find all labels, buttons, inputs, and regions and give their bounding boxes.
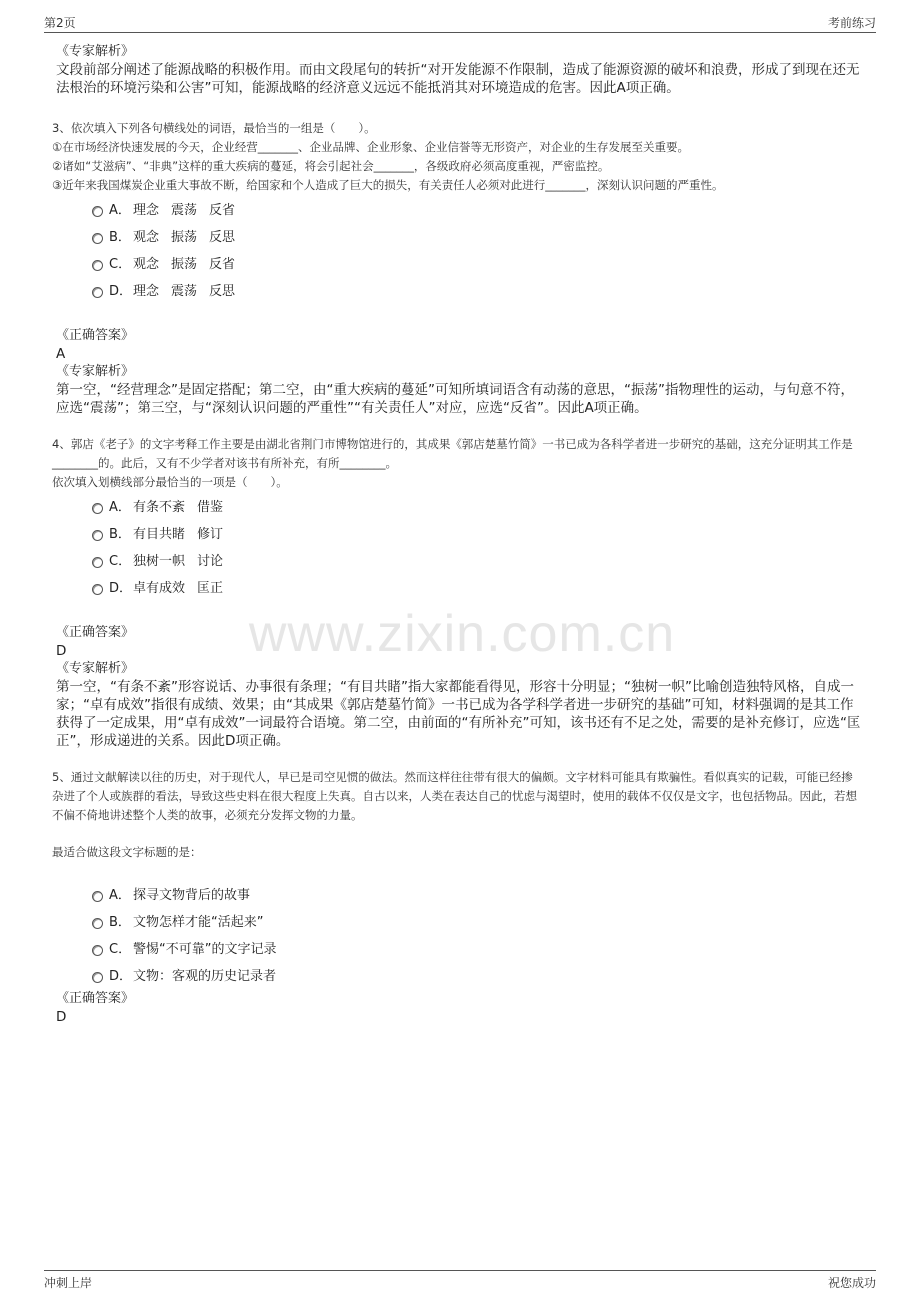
footer-right-text: 祝您成功 bbox=[827, 1276, 876, 1290]
answer-label: 《正确答案》 bbox=[56, 991, 135, 1006]
options-list bbox=[92, 494, 864, 602]
option-c[interactable]: C． 独树一帜 讨论 bbox=[92, 548, 864, 575]
radio-button-icon[interactable] bbox=[92, 233, 103, 244]
option-d[interactable]: D．卓有成效 匡正 bbox=[92, 575, 864, 602]
question-stem: 3、依次填入下列各句横线处的词语，最恰当的一组是（ ）。 bbox=[52, 121, 376, 135]
option-a[interactable]: A． 探寻文物背后的故事 bbox=[92, 882, 864, 909]
option-a[interactable]: A． 有条不紊 借鉴 bbox=[92, 494, 864, 521]
question-stem: 5、通过文献解读以往的历史，对于现代人，早已是司空见惯的做法。然而这样往往带有很大的偏颇。文字材料可能具有欺骗性。看似真实的记载，可能已经掺杂进了个人或族群的看法，导致这些史料在很大程度上失真。自古以来，人类在表达自己的忧虑与渴望时，使用的载体不仅仅是文字，也包括物品。因此，若想不偏不倚地讲述整个人类的故事，必须充分发挥文物的力量。 bbox=[52, 770, 857, 822]
radio-button-icon[interactable] bbox=[92, 287, 103, 298]
analysis-text: 第一空，“经营理念”是固定搭配；第二空，由“重大疾病的蔓延”可知所填词语含有动荡的意思，“振荡”指物理性的运动，与句意不符，应选“震荡”；第三空，与“深刻认识问题的严重性”“有关责任人”对应，应选“反省”。因此A项正确。 bbox=[56, 382, 854, 416]
radio-button-icon[interactable] bbox=[92, 503, 103, 514]
option-d[interactable]: D．理念 震荡 反思 bbox=[92, 278, 864, 305]
question-stem: 4、郭店《老子》的文字考释工作主要是由湖北省荆门市博物馆进行的，其成果《郭店楚墓竹简》一书已成为各科学者进一步研究的基础，这充分证明其工作是________的。此后，又有不少学者对该书有所补充，有所________。 bbox=[52, 437, 853, 470]
question-line: ①在市场经济快速发展的今天，企业经营_______、企业品牌、企业形象、企业信誉等无形资产，对企业的生存发展至关重要。 bbox=[52, 140, 690, 154]
question-prompt: 最适合做这段文字标题的是： bbox=[52, 845, 202, 859]
question-line: ③近年来我国煤炭企业重大事故不断，给国家和个人造成了巨大的损失，有关责任人必须对此进行_______，深刻认识问题的严重性。 bbox=[52, 178, 724, 192]
question-2 bbox=[52, 43, 864, 97]
page-footer bbox=[44, 1270, 876, 1295]
question-3 bbox=[52, 119, 864, 417]
analysis-label: 《专家解析》 bbox=[56, 364, 135, 379]
question-4 bbox=[52, 435, 864, 750]
page-content bbox=[52, 43, 864, 1026]
analysis-text: 文段前部分阐述了能源战略的积极作用。而由文段尾句的转折“对开发能源不作限制，造成了能源资源的破坏和浪费，形成了到现在还无法根治的环境污染和公害”可知，能源战略的经济意义远远不能抵消其对环境造成的危害。因此A项正确。 bbox=[56, 62, 860, 96]
radio-button-icon[interactable] bbox=[92, 584, 103, 595]
answer-label: 《正确答案》 bbox=[56, 328, 135, 343]
radio-button-icon[interactable] bbox=[92, 972, 103, 983]
answer-value: A bbox=[56, 346, 66, 362]
radio-button-icon[interactable] bbox=[92, 918, 103, 929]
footer-left-text: 冲刺上岸 bbox=[44, 1276, 93, 1290]
option-b[interactable]: B． 文物怎样才能“活起来” bbox=[92, 909, 864, 936]
radio-button-icon[interactable] bbox=[92, 530, 103, 541]
option-c[interactable]: C． 警惕“不可靠”的文字记录 bbox=[92, 936, 864, 963]
radio-button-icon[interactable] bbox=[92, 206, 103, 217]
option-c[interactable]: C． 观念 振荡 反省 bbox=[92, 251, 864, 278]
radio-button-icon[interactable] bbox=[92, 557, 103, 568]
analysis-label: 《专家解析》 bbox=[56, 44, 135, 59]
answer-value: D bbox=[56, 1009, 67, 1025]
header-title: 考前练习 bbox=[827, 16, 876, 30]
option-b[interactable]: B． 有目共睹 修订 bbox=[92, 521, 864, 548]
radio-button-icon[interactable] bbox=[92, 260, 103, 271]
options-list bbox=[92, 197, 864, 305]
question-prompt: 依次填入划横线部分最恰当的一项是（ ）。 bbox=[52, 475, 288, 489]
answer-value: D bbox=[56, 643, 67, 659]
answer-label: 《正确答案》 bbox=[56, 625, 135, 640]
radio-button-icon[interactable] bbox=[92, 945, 103, 956]
watermark: www.zixin.com.cn bbox=[248, 605, 676, 663]
option-d[interactable]: D．文物：客观的历史记录者 bbox=[92, 963, 864, 990]
option-b[interactable]: B． 观念 振荡 反思 bbox=[92, 224, 864, 251]
analysis-text: 第一空，“有条不紊”形容说话、办事很有条理；“有目共睹”指大家都能看得见，形容十分明显；“独树一帜”比喻创造独特风格，自成一家；“卓有成效”指很有成绩、效果；由“其成果《郭店楚墓竹简》一书已成为各学科学者进一步研究的基础”可知，材料强调的是其工作获得了一定成果，用“卓有成效”一词最符合语境。第二空，由前面的“有所补充”可知，该书还有不足之处，需要的是补充修订，应选“匡正”，形成递进的关系。因此D项正确。 bbox=[56, 679, 861, 749]
question-5 bbox=[52, 768, 864, 1026]
question-line: ②诸如“艾滋病”、“非典”这样的重大疾病的蔓延，将会引起社会_______，各级政府必须高度重视，严密监控。 bbox=[52, 159, 610, 173]
page-number: 第2页 bbox=[44, 16, 76, 30]
options-list bbox=[92, 882, 864, 990]
analysis-label: 《专家解析》 bbox=[56, 661, 135, 676]
radio-button-icon[interactable] bbox=[92, 891, 103, 902]
page-header bbox=[44, 12, 876, 33]
option-a[interactable]: A． 理念 震荡 反省 bbox=[92, 197, 864, 224]
